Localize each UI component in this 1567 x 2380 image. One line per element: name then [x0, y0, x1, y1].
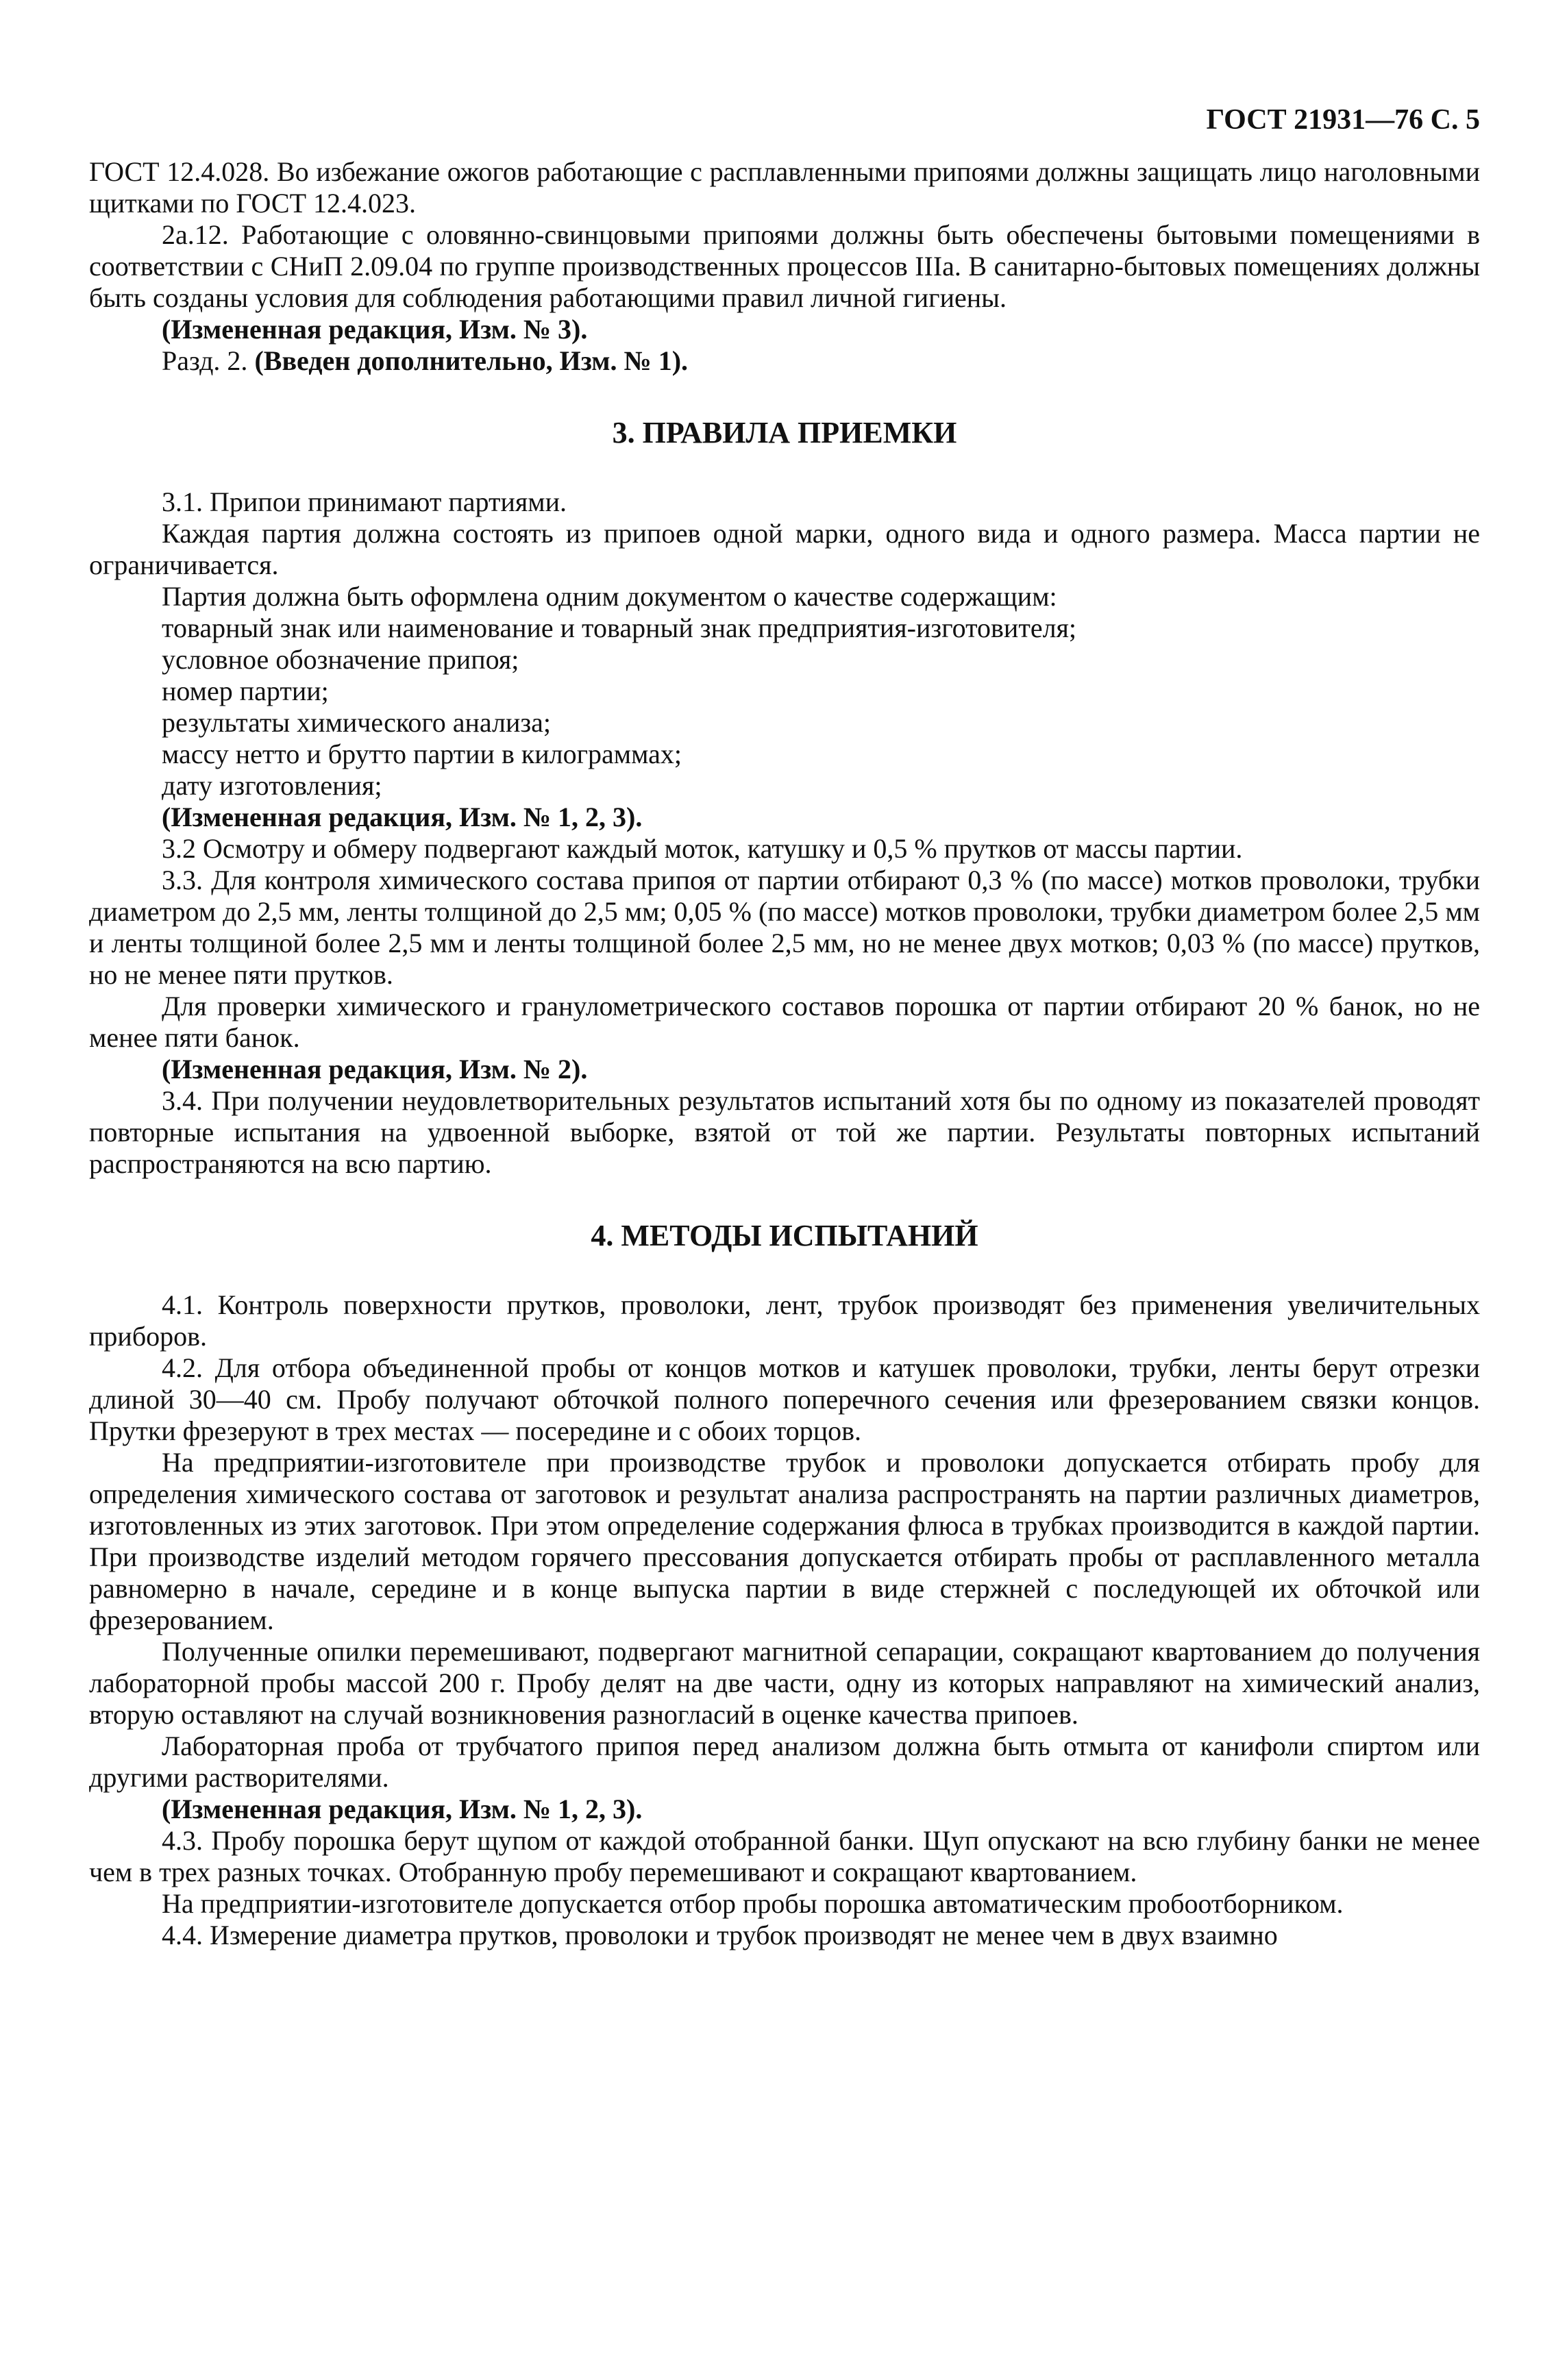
paragraph-4-2: 4.2. Для отбора объединенной пробы от концов мотков и катушек проволоки, трубки, ленты берут отрезки длиной 30—40 см. Пробу получают обточкой полного поперечного сечения или фрезерованием связки концов. Прутки фрезеруют в трех местах — посередине и с обоих торцов.	[89, 1352, 1480, 1446]
paragraph-gost-ref: ГОСТ 12.4.028. Во избежание ожогов работающие с расплавленными припоями должны защищать лицо наголовными щитками по ГОСТ 12.4.023.	[89, 156, 1480, 219]
paragraph-manufacturer-sampling: На предприятии-изготовителе при производстве трубок и проволоки допускается отбирать пробу для определения химического состава от заготовок и результат анализа распространять на партии различных диаметров, изготовленных из этих заготовок. При этом определение содержания флюса в трубках производится в каждой партии. При производстве изделий методом горячего прессования допускается отбирать пробы от расплавленного металла равномерно в начале, середине и в конце выпуска партии в виде стержней с последующей их обточкой или фрезерованием.	[89, 1447, 1480, 1635]
list-item: товарный знак или наименование и товарный знак предприятия-изготовителя;	[162, 612, 1077, 643]
list-item: массу нетто и брутто партии в килограммах;	[162, 739, 682, 769]
paragraph-shavings: Полученные опилки перемешивают, подвергают магнитной сепарации, сокращают квартованием до получения лабораторной пробы массой 200 г. Пробу делят на две части, одну из которых направляют на химический анализ, вторую оставляют на случай возникновения разногласий в оценке качества припоев.	[89, 1636, 1480, 1730]
amendment-note-section2	[89, 345, 1480, 377]
document-page	[89, 103, 1480, 1951]
paragraph-4-1: 4.1. Контроль поверхности прутков, проволоки, лент, трубок производят без применения увеличительных приборов.	[89, 1289, 1480, 1352]
running-title: ГОСТ 21931—76 С. 5	[1206, 104, 1480, 136]
paragraph-3-3: 3.3. Для контроля химического состава припоя от партии отбирают 0,3 % (по массе) мотков проволоки, трубки диаметром до 2,5 мм, ленты толщиной до 2,5 мм; 0,05 % (по массе) мотков проволоки, трубки диаметром более 2,5 мм и ленты толщиной более 2,5 мм и ленты толщиной более 2,5 мм, но не менее двух мотков; 0,03 % (по массе) прутков, но не менее пяти прутков.	[89, 865, 1480, 990]
list-item: номер партии;	[162, 675, 329, 706]
amendment-note: (Измененная редакция, Изм. № 3).	[162, 314, 588, 345]
paragraph-3-2: 3.2 Осмотру и обмеру подвергают каждый моток, катушку и 0,5 % прутков от массы партии.	[162, 833, 1243, 864]
paragraph-lab-sample: Лабораторная проба от трубчатого припоя перед анализом должна быть отмыта от канифоли спиртом или другими растворителями.	[89, 1731, 1480, 1793]
list-item: результаты химического анализа;	[162, 707, 552, 738]
section-heading-test-methods: 4. МЕТОДЫ ИСПЫТАНИЙ	[591, 1219, 978, 1252]
paragraph-4-4: 4.4. Измерение диаметра прутков, проволоки и трубок производят не менее чем в двух взаимно	[162, 1920, 1278, 1950]
paragraph-document: Партия должна быть оформлена одним документом о качестве содержащим:	[162, 581, 1057, 612]
paragraph-3-1: 3.1. Припои принимают партиями.	[162, 486, 567, 517]
amendment-bold: (Введен дополнительно, Изм. № 1).	[254, 345, 689, 376]
paragraph-powder-sampling: Для проверки химического и гранулометрического составов порошка от партии отбирают 20 % банок, но не менее пяти банок.	[89, 991, 1480, 1053]
list-item: дату изготовления;	[162, 770, 382, 801]
section-heading-acceptance: 3. ПРАВИЛА ПРИЕМКИ	[612, 416, 957, 449]
paragraph-batch: Каждая партия должна состоять из припоев одной марки, одного вида и одного размера. Масса партии не ограничивается.	[89, 518, 1480, 580]
paragraph-3-4: 3.4. При получении неудовлетворительных результатов испытаний хотя бы по одному из показателей проводят повторные испытания на удвоенной выборке, взятой от той же партии. Результаты повторных испытаний распространяются на всю партию.	[89, 1085, 1480, 1179]
amendment-note: (Измененная редакция, Изм. № 2).	[162, 1054, 588, 1084]
section-ref: Разд. 2.	[162, 345, 255, 376]
paragraph-4-3: 4.3. Пробу порошка берут щупом от каждой отобранной банки. Щуп опускают на всю глубину банки не менее чем в трех разных точках. Отобранную пробу перемешивают и сокращают квартованием.	[89, 1825, 1480, 1887]
paragraph-2a12: 2а.12. Работающие с оловянно-свинцовыми припоями должны быть обеспечены бытовыми помещениями в соответствии с СНиП 2.09.04 по группе производственных процессов IIIа. В санитарно-бытовых помещениях должны быть созданы условия для соблюдения работающими правил личной гигиены.	[89, 219, 1480, 313]
amendment-note: (Измененная редакция, Изм. № 1, 2, 3).	[162, 1794, 643, 1824]
list-item: условное обозначение припоя;	[162, 644, 519, 675]
paragraph-auto-sampler: На предприятии-изготовителе допускается отбор пробы порошка автоматическим пробоотборником.	[162, 1888, 1344, 1919]
amendment-note: (Измененная редакция, Изм. № 1, 2, 3).	[162, 802, 643, 832]
